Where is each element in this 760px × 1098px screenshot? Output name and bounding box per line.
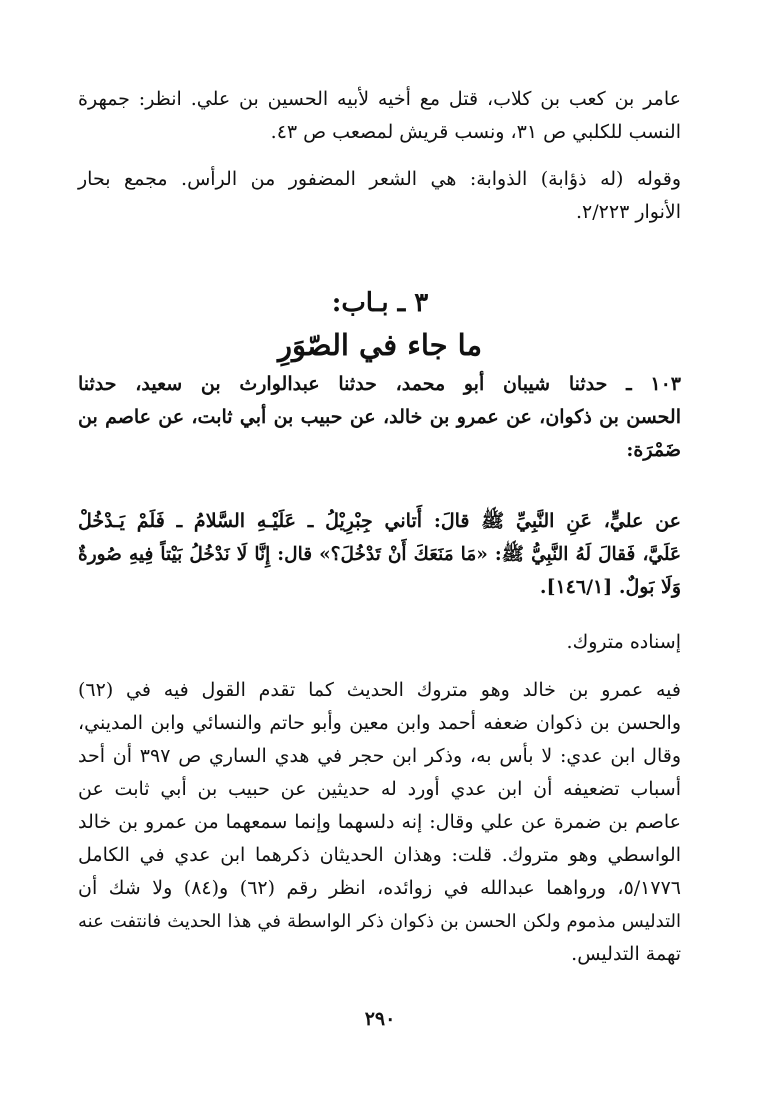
- footnote-continuation: [78, 83, 681, 149]
- chapter-heading: [79, 283, 681, 367]
- text-line: تهمة التدليس.: [571, 943, 681, 965]
- hadith-grading: [78, 626, 681, 659]
- text-line: النسب للكلبي ص ٣١، ونسب قريش لمصعب ص ٤٣.: [270, 121, 681, 143]
- text-line: فيه عمرو بن خالد وهو متروك الحديث كما تقدم القول فيه في (٦٢): [78, 679, 681, 701]
- text-line: عاصم بن ضمرة عن علي وقال: إنه دلسهما وإنما سمعهما من عمرو بن خالد: [78, 811, 681, 833]
- text-line: ضَمْرَة:: [626, 439, 681, 461]
- text-line: الواسطي وهو متروك. قلت: وهذان الحديثان ذكرهما ابن عدي في الكامل: [78, 844, 681, 866]
- text-line: ١٠٣ ـ حدثنا شيبان أبو محمد، حدثنا عبدالوارث بن سعيد، حدثنا: [78, 373, 681, 395]
- hadith-isnad: [78, 368, 681, 467]
- text-line: عامر بن كعب بن كلاب، قتل مع أخيه لأبيه الحسين بن علي. انظر: جمهرة: [78, 88, 681, 110]
- footnote-dhuaba: [78, 163, 681, 229]
- text-line: عن عليٍّ، عَنِ النَّبِيِّ ﷺ قالَ: أَتاني جِبْرِيْلُ ـ عَلَيْـهِ السَّلامُ ـ فَلَمْ يَـدْخُلْ: [78, 510, 681, 532]
- text-line: الحسن بن ذكوان، عن عمرو بن خالد، عن حبيب بن أبي ثابت، عن عاصم بن: [78, 406, 681, 428]
- text-line: التدليس مذموم ولكن الحسن بن ذكوان ذكر الواسطة في هذا الحديث فانتفت عنه: [78, 911, 681, 932]
- text-line: وَلَا بَولٌ. [١٤٦/١].: [539, 576, 681, 598]
- chapter-number: ٣ ـ بـاب:: [331, 288, 429, 318]
- commentary: [78, 674, 681, 971]
- hadith-matn: [78, 505, 681, 604]
- text-line: عَلَيَّ، فَقالَ لَهُ النَّبِيُّ ﷺ: «مَا مَنَعَكَ أَنْ تَدْخُلَ؟» قال: إِنَّا لَا نَدْخُلُ بَيْتاً فِيهِ صُورةٌ: [78, 544, 681, 565]
- text-line: أسباب تضعيفه أن ابن عدي أورد له حديثين عن حبيب بن أبي ثابت عن: [78, 778, 681, 800]
- text-line: وقوله (له ذؤابة) الذوابة: هي الشعر المضفور من الرأس. مجمع بحار: [78, 168, 681, 190]
- text-line: الأنوار ٢/٢٢٣.: [576, 201, 681, 223]
- chapter-title: ما جاء في الصّوَرِ: [277, 328, 483, 362]
- text-line: وقال ابن عدي: لا بأس به، وذكر ابن حجر في هدي الساري ص ٣٩٧ أن أحد: [78, 745, 681, 767]
- grading-text: إسناده متروك.: [566, 631, 681, 653]
- page-number: ٢٩٠: [364, 1008, 396, 1030]
- text-line: ٥/١٧٧٦، ورواهما عبدالله في زوائده، انظر رقم (٦٢) و(٨٤) ولا شك أن: [78, 877, 681, 899]
- text-line: والحسن بن ذكوان ضعفه أحمد وابن معين وأبو حاتم والنسائي وابن المديني،: [78, 712, 681, 734]
